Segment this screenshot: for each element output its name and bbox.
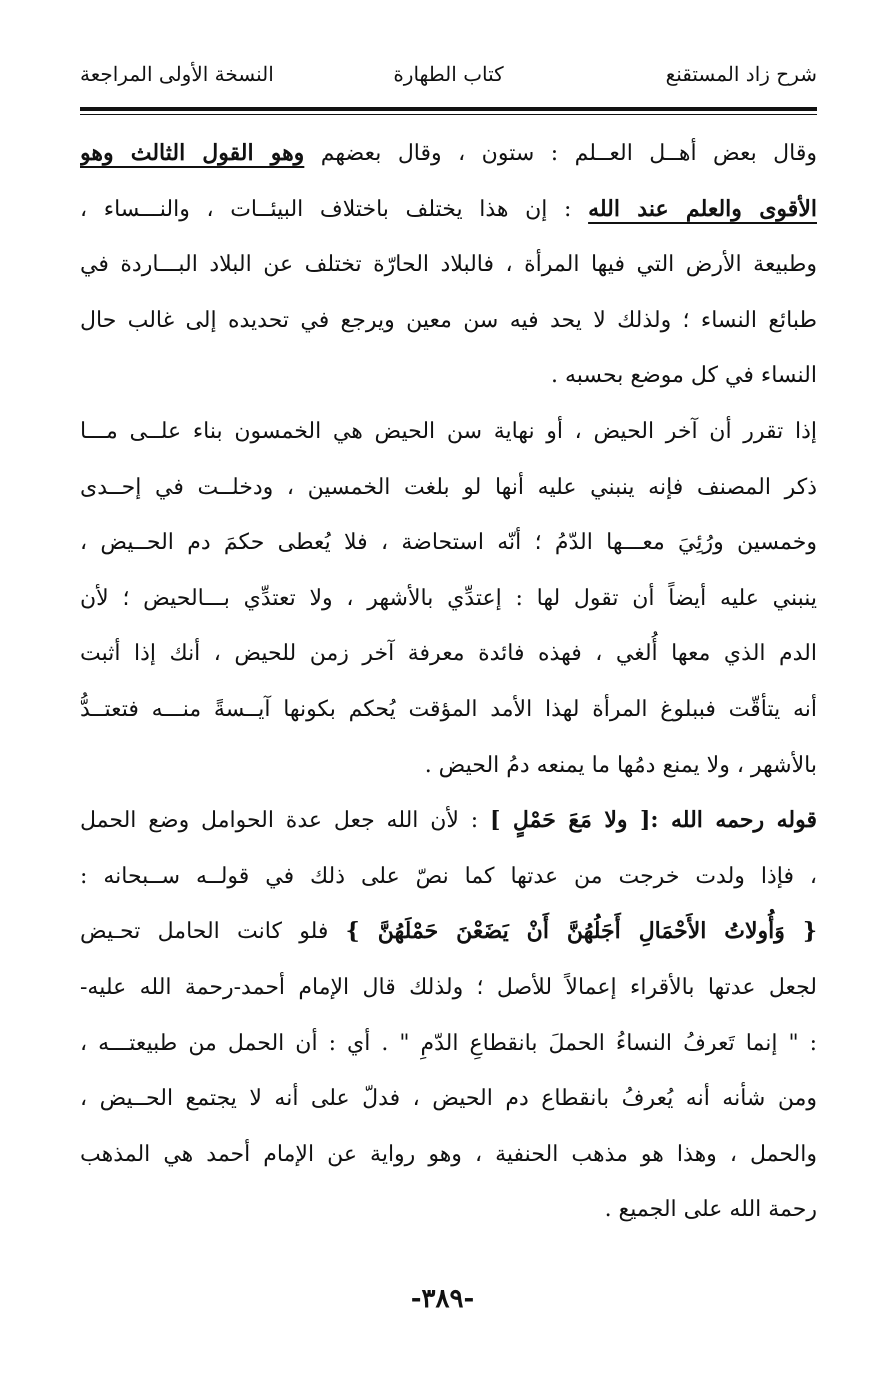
line-text: بالأشهر ، ولا يمنع دمُها ما يمنعه دمُ الحيض .	[424, 752, 817, 778]
emphasized-text: وهو القول الثالث وهو	[80, 140, 305, 166]
text-line	[80, 960, 817, 1016]
line-text: : " إنما تَعرفُ النساءُ الحملَ بانقطاعِ الدّمِ " . أي : أن الحمل من طبيعتـــه ،	[80, 1030, 817, 1056]
text-line	[80, 793, 817, 849]
text-line	[80, 571, 817, 627]
text-line	[80, 237, 817, 293]
line-text: : لأن الله جعل عدة الحوامل وضع الحمل	[80, 808, 490, 834]
text-line	[80, 1071, 817, 1127]
header-edition: النسخة الأولى المراجعة	[80, 62, 274, 86]
text-line	[80, 126, 817, 182]
header-chapter: كتاب الطهارة	[393, 62, 504, 86]
line-text: والحمل ، وهذا هو مذهب الحنفية ، وهو رواية عن الإمام أحمد هي المذهب	[80, 1141, 817, 1167]
text-line	[80, 1182, 817, 1238]
emphasized-text: { وَأُولاتُ الأَحْمَالِ أَجَلُهُنَّ أَنْ يَضَعْنَ حَمْلَهُنَّ }	[345, 918, 817, 945]
text-line	[80, 626, 817, 682]
text-line	[80, 1016, 817, 1072]
line-text: ذكر المصنف فإنه ينبني عليه أنها لو بلغت الخمسين ، ودخلــت في إحــدى	[80, 474, 817, 500]
header-rule-thin	[80, 114, 817, 115]
text-line	[80, 904, 817, 960]
line-text: ومن شأنه أنه يُعرفُ بانقطاع دم الحيض ، فدلّ على أنه لا يجتمع الحــيض ،	[80, 1086, 817, 1112]
line-text: رحمة الله على الجميع .	[604, 1197, 817, 1223]
line-text: طبائع النساء ؛ ولذلك لا يحد فيه سن معين ويرجع في تحديده إلى غالب حال	[80, 307, 817, 333]
text-line	[80, 682, 817, 738]
text-line	[80, 1127, 817, 1183]
line-text: ينبني عليه أيضاً أن تقول لها : إعتدِّي بالأشهر ، ولا تعتدِّي بـــالحيض ؛ لأن	[80, 585, 817, 611]
text-line	[80, 460, 817, 516]
text-line	[80, 293, 817, 349]
line-text: أنه يتأقّت فببلوغ المرأة لهذا الأمد المؤقت يُحكم بكونها آيــسةً منـــه فتعتــدُّ	[80, 696, 817, 722]
emphasized-text: قوله رحمه الله :[ ولا مَعَ حَمْلٍ ]	[490, 807, 817, 834]
text-line	[80, 849, 817, 905]
line-text: الدم الذي معها أُلغي ، فهذه فائدة معرفة آخر زمن للحيض ، أنك إذا أثبت	[80, 641, 817, 667]
text-line	[80, 348, 817, 404]
line-text: النساء في كل موضع بحسبه .	[551, 363, 817, 389]
header-rule-thick	[80, 107, 817, 111]
line-text: لجعل عدتها بالأقراء إعمالاً للأصل ؛ ولذلك قال الإمام أحمد-رحمة الله عليه-	[80, 974, 817, 1000]
text-line	[80, 182, 817, 238]
line-text: وخمسين ورُئِيَ معـــها الدّمُ ؛ أنّه استحاضة ، فلا يُعطى حكمَ دم الحــيض ،	[80, 530, 817, 556]
line-text: ، فإذا ولدت خرجت من عدتها كما نصّ على ذلك في قولــه ســبحانه :	[80, 863, 817, 889]
header-book-title: شرح زاد المستقنع	[665, 62, 817, 86]
text-line	[80, 515, 817, 571]
text-line	[80, 738, 817, 794]
body-text	[80, 126, 817, 1238]
line-text: إذا تقرر أن آخر الحيض ، أو نهاية سن الحيض هي الخمسون بناء علــى مـــا	[80, 418, 817, 444]
line-text: فلو كانت الحامل تحـيض	[80, 919, 346, 945]
page-number: -٣٨٩-	[410, 1284, 475, 1314]
line-text: وقال بعض أهــل العــلم : ستون ، وقال بعضهم	[304, 141, 817, 166]
emphasized-text: الأقوى والعلم عند الله	[588, 195, 817, 222]
line-text: وطبيعة الأرض التي فيها المرأة ، فالبلاد الحارّة تختلف عن البلاد البـــاردة في	[80, 252, 817, 278]
line-text: : إن هذا يختلف باختلاف البيئــات ، والنـــساء ،	[80, 196, 589, 222]
running-header	[80, 62, 817, 98]
text-line	[80, 404, 817, 460]
